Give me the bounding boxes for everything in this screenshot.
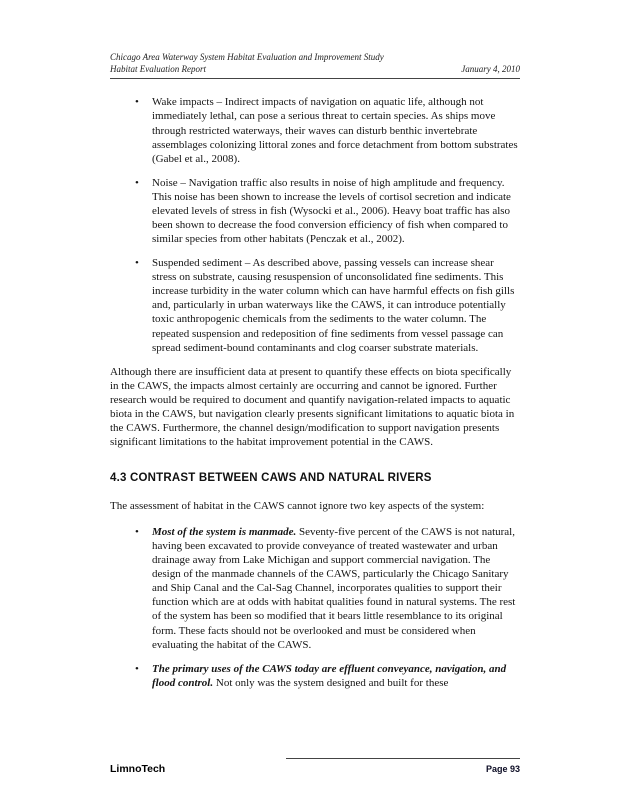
bullet-item-noise xyxy=(110,176,520,246)
bullet-text: Noise – Navigation traffic also results in noise of high amplitude and frequency. This noise has been shown to increase the levels of cortisol secretion and indicate elevated levels of stress in fish (Wysocki et al., 2006). Heavy boat traffic has also been shown to decrease the food conversion efficiency of fish when compared to similar species from other habitats (Penczak et al., 2002). xyxy=(152,176,511,246)
footer-page-number: Page 93 xyxy=(485,763,520,774)
bullet-item-suspended-sediment xyxy=(110,256,520,355)
bullet-item-system-manmade xyxy=(110,525,520,652)
header-report-title: Habitat Evaluation Report xyxy=(110,63,206,74)
section-heading-4-3: 4.3 CONTRAST BETWEEN CAWS AND NATURAL RIVERS xyxy=(110,472,432,485)
page-header xyxy=(110,52,520,79)
paragraph-insufficient-data: Although there are insufficient data at present to quantify these effects on biota specifically in the CAWS, the impacts almost certainly are occurring and cannot be ignored. Further research would be required to document and quantify navigation-related impacts to aquatic biota in the CAWS, but navigation clearly presents significant limitations to aquatic biota in the CAWS. Furthermore, the channel design/modification to support navigation presents significant limitations to the habitat improvement potential in the CAWS. xyxy=(110,365,515,449)
navigation-impacts-list xyxy=(110,95,520,354)
footer-rule xyxy=(286,758,520,759)
paragraph-assessment-intro: The assessment of habitat in the CAWS cannot ignore two key aspects of the system: xyxy=(110,499,485,512)
system-aspects-list xyxy=(110,525,520,690)
bullet-item-wake-impacts xyxy=(110,95,520,165)
header-date: January 4, 2010 xyxy=(461,63,520,74)
bullet-lead: The primary uses of the CAWS today are effluent conveyance, navigation, and flood control. xyxy=(152,662,507,689)
bullet-text: Wake impacts – Indirect impacts of navigation on aquatic life, although not immediately lethal, can pose a serious threat to certain species. As ships move through restricted waterways, their waves can disturb benthic invertebrate assemblages colonizing littoral zones and force detachment from bottom substrates (Gabel et al., 2008). xyxy=(152,96,518,165)
bullet-text: Seventy-five percent of the CAWS is not natural, having been excavated to provide conveyance of treated wastewater and urban drainage away from Lake Michigan and support commercial navigation. The design of the manmade channels of the CAWS, particularly the Chicago Sanitary and Ship Canal and the Cal-Sag Channel, incorporates qualities to support their function which are at odds with habitat qualities found in natural systems. The rest of the system has been so modified that it bears little resemblance to its original form. These facts should not be overlooked and must be considered when evaluating the habitat of the CAWS. xyxy=(152,525,516,651)
page-footer xyxy=(110,758,520,776)
bullet-item-primary-uses xyxy=(110,662,520,690)
footer-company-name: LimnoTech xyxy=(110,762,166,775)
bullet-text: Not only was the system designed and built for these xyxy=(215,676,449,689)
bullet-lead: Most of the system is manmade. xyxy=(152,525,297,538)
document-body xyxy=(110,95,520,689)
header-study-title: Chicago Area Waterway System Habitat Evaluation and Improvement Study xyxy=(110,52,384,62)
bullet-text: Suspended sediment – As described above, passing vessels can increase shear stress on substrate, causing resuspension of unconsolidated fine sediments. This increase turbidity in the water column which can have harmful effects on fish gills and, particularly in urban waterways like the CAWS, it can introduce potentially toxic anthropogenic chemicals from the sediments to the water column. The repeated suspension and redeposition of fine sediments from vessel passage can spread sediment-bound contaminants and clog coarser substrate materials. xyxy=(152,257,515,354)
header-rule xyxy=(110,78,520,79)
